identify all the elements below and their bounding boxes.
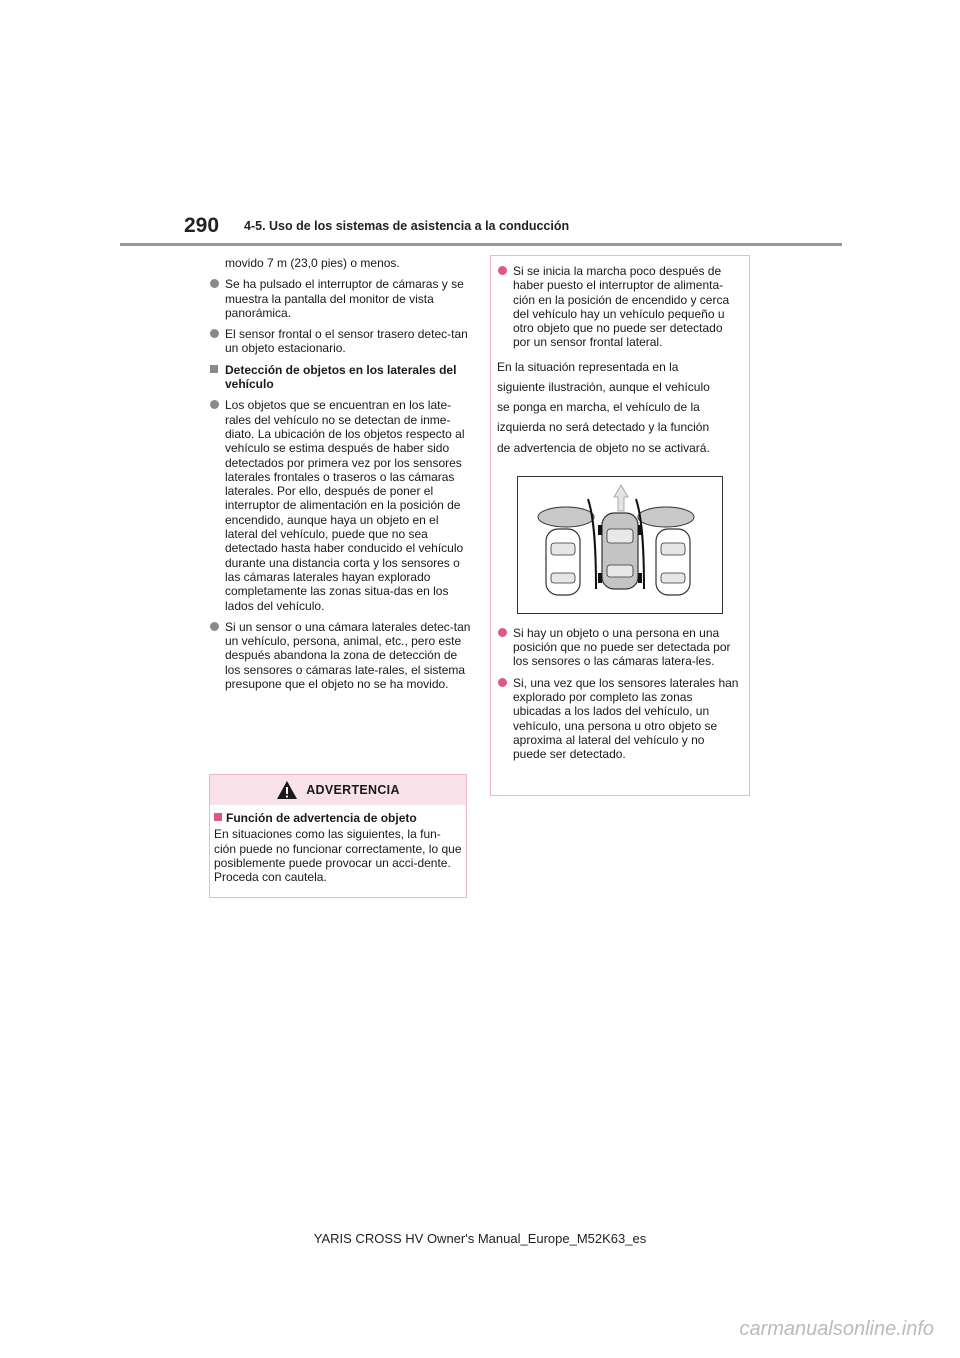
continuation-text: movido 7 m (23,0 pies) o menos.: [225, 256, 400, 270]
warning-body: [210, 805, 466, 884]
warning-text: En situaciones como las siguientes, la fun-ción puede no funcionar correctamente, lo que posiblemente puede provocar un acci-dente. Proceda con cautela.: [214, 827, 462, 885]
plain-line: de advertencia de objeto no se activará.: [497, 440, 710, 455]
square-bullet-icon: [214, 813, 222, 821]
plain-line: En la situación representada en la: [497, 359, 679, 374]
bullet-dot-icon: [498, 266, 507, 275]
bullet-item: El sensor frontal o el sensor trasero detec-tan un objeto estacionario.: [209, 327, 471, 356]
continuation-box: [490, 255, 750, 796]
plain-line: se ponga en marcha, el vehículo de la: [497, 400, 700, 415]
warning-subheading: Función de advertencia de objeto: [214, 811, 462, 825]
section-title: 4-5. Uso de los sistemas de asistencia a la conducción: [244, 219, 570, 233]
watermark: carmanualsonline.info: [739, 1318, 934, 1340]
bullet-dot-icon: [210, 329, 219, 338]
bullet-dot-icon: [210, 622, 219, 631]
direction-arrow-icon: [614, 485, 628, 511]
footer-text: YARIS CROSS HV Owner's Manual_Europe_M52K63_es: [313, 1231, 647, 1246]
bullet-item: Los objetos que se encuentran en los late-rales del vehículo no se detectan de inme-diato. La ubicación de los objetos respecto al vehículo se estima después de haber sido detectados por primera vez por los sensores laterales frontales o traseros o las cámaras laterales. Por ello, después de poner el interruptor de alimentación en la posición de encendido, aunque haya un objeto en el lateral del vehículo, puede que no sea detectado hasta haber conducido el vehículo durante una distancia corta y los sensores o las cámaras laterales hayan explorado completamente las zonas situa-das en los lados del vehículo.: [209, 398, 471, 612]
plain-line: izquierda no será detectado y la función: [497, 420, 710, 435]
warning-box: [209, 774, 467, 898]
bullet-dot-icon: [498, 628, 507, 637]
square-bullet-icon: [210, 365, 218, 373]
bullet-dot-icon: [210, 279, 219, 288]
bullet-item: Si se inicia la marcha poco después de haber puesto el interruptor de alimenta-ción en la posición de encendido y cerca del vehículo hay un vehículo pequeño u otro objeto que no puede ser detectado por un sensor frontal lateral.: [497, 264, 741, 350]
warning-triangle-icon: [276, 780, 298, 800]
left-column: [209, 256, 471, 698]
right-car: [656, 529, 690, 595]
left-car: [546, 529, 580, 595]
bullet-item: Si un sensor o una cámara laterales detec-tan un vehículo, persona, animal, etc., pero este después abandona la zona de detección de los sensores o cámaras late-rales, el sistema presupone que el objeto no se ha movido.: [209, 620, 471, 691]
warning-header: [210, 775, 466, 805]
bullet-dot-icon: [210, 400, 219, 409]
own-vehicle: [598, 513, 642, 589]
bullet-item: Si, una vez que los sensores laterales han explorado por completo las zonas ubicadas a los lados del vehículo, un vehículo, una persona u otro objeto se aproxima al lateral del vehículo y no puede ser detectado.: [497, 676, 741, 762]
subheading: Detección de objetos en los laterales del vehículo: [209, 363, 471, 392]
bullet-item: Se ha pulsado el interruptor de cámaras y se muestra la pantalla del monitor de vista panorámica.: [209, 277, 471, 320]
plain-line: siguiente ilustración, aunque el vehículo: [497, 379, 710, 394]
bullet-item: Si hay un objeto o una persona en una posición que no puede ser detectada por los sensores o las cámaras latera-les.: [497, 626, 741, 669]
parking-illustration: [517, 476, 723, 614]
page-number: 290: [184, 214, 220, 237]
parked-cars-illustration: [518, 477, 722, 613]
warning-title: ADVERTENCIA: [306, 782, 400, 797]
header-rule: [120, 243, 842, 246]
bullet-dot-icon: [498, 678, 507, 687]
